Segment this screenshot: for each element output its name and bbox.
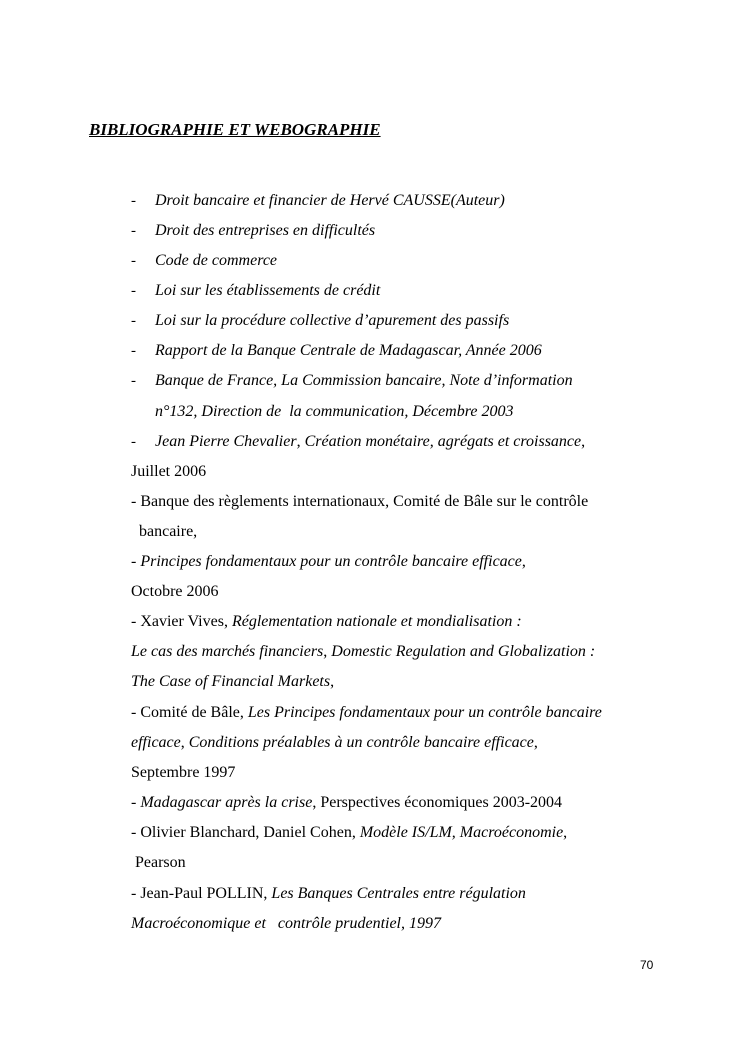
reference-author: Jean Pierre Chevalier <box>155 433 297 450</box>
reference-title: Modèle IS/LM, Macroéconomie <box>359 824 564 841</box>
reference-bale <box>131 703 602 723</box>
reference-date: Juillet 2006 <box>131 463 207 480</box>
reference-punct: , <box>521 553 526 570</box>
reference-bale-cont <box>131 733 538 753</box>
reference-title: Réglementation nationale et mondialisation : <box>231 613 522 630</box>
reference-chevalier <box>155 432 585 452</box>
reference-punct: , <box>533 734 538 751</box>
list-item: Code de commerce <box>155 252 278 269</box>
reference-title: Madagascar après la crise <box>140 794 313 811</box>
list-item: Droit des entreprises en difficultés <box>155 222 376 239</box>
reference-dash: - <box>131 553 141 570</box>
reference-pollin <box>131 884 526 904</box>
reference-vives-cont <box>131 672 334 692</box>
list-item: Loi sur la procédure collective d’apurement des passifs <box>155 312 510 329</box>
reference-author: - Jean-Paul POLLIN, <box>131 885 272 902</box>
reference-date: Septembre 1997 <box>131 764 236 781</box>
reference-title: Création monétaire, agrégats et croissance <box>304 433 582 450</box>
reference-separator: , <box>180 734 189 751</box>
bullet-dash: - <box>131 434 136 450</box>
reference-author: - Olivier Blanchard, Daniel Cohen, <box>131 824 360 841</box>
bullet-dash: - <box>131 313 136 329</box>
bullet-dash: - <box>131 193 136 209</box>
bullet-dash: - <box>131 343 136 359</box>
bullet-dash: - <box>131 283 136 299</box>
reference-separator: , <box>323 643 332 660</box>
list-item: Rapport de la Banque Centrale de Madagascar, Année 2006 <box>155 342 542 359</box>
reference-title: Le cas des marchés financiers <box>131 643 324 660</box>
reference-publisher: Pearson <box>131 854 186 871</box>
list-item: Droit bancaire et financier de Hervé CAUSSE(Auteur) <box>155 192 505 209</box>
list-item-continuation: n°132, Direction de la communication, Décembre 2003 <box>155 403 514 420</box>
reference-punct: , <box>330 673 335 690</box>
reference-title: Les Principes fondamentaux pour un contrôle bancaire <box>247 704 602 721</box>
reference-vives <box>131 612 522 632</box>
reference-title: Les Banques Centrales entre régulation <box>271 885 526 902</box>
reference-bri: - Banque des règlements internationaux, Comité de Bâle sur le contrôle <box>131 493 589 510</box>
reference-date: Octobre 2006 <box>131 583 219 600</box>
bullet-dash: - <box>131 253 136 269</box>
reference-title: The Case of Financial Markets <box>131 673 331 690</box>
reference-bri-title <box>131 552 526 572</box>
bullet-dash: - <box>131 373 136 389</box>
reference-title: Domestic Regulation and Globalization : <box>331 643 596 660</box>
reference-blanchard <box>131 823 567 843</box>
reference-dash: - <box>131 794 141 811</box>
reference-punct: , <box>581 433 586 450</box>
reference-rest: , Perspectives économiques 2003-2004 <box>312 794 563 811</box>
page-title: BIBLIOGRAPHIE ET WEBOGRAPHIE <box>89 120 381 139</box>
reference-title: Principes fondamentaux pour un contrôle bancaire efficace <box>140 553 522 570</box>
page-number: 70 <box>640 958 654 972</box>
reference-madagascar <box>131 793 562 813</box>
reference-bri-cont: bancaire, <box>131 523 198 540</box>
reference-author: - Xavier Vives, <box>131 613 232 630</box>
bullet-dash: - <box>131 223 136 239</box>
reference-punct: , <box>563 824 568 841</box>
reference-vives-cont <box>131 642 595 662</box>
reference-pollin-cont: Macroéconomique et contrôle prudentiel, 1997 <box>131 915 441 932</box>
reference-title: efficace <box>131 734 181 751</box>
reference-title: Conditions préalables à un contrôle bancaire efficace <box>188 734 534 751</box>
reference-separator: , <box>296 433 305 450</box>
reference-author: - Comité de Bâle, <box>131 704 248 721</box>
list-item: Loi sur les établissements de crédit <box>155 282 381 299</box>
list-item: Banque de France, La Commission bancaire, Note d’information <box>155 372 573 389</box>
